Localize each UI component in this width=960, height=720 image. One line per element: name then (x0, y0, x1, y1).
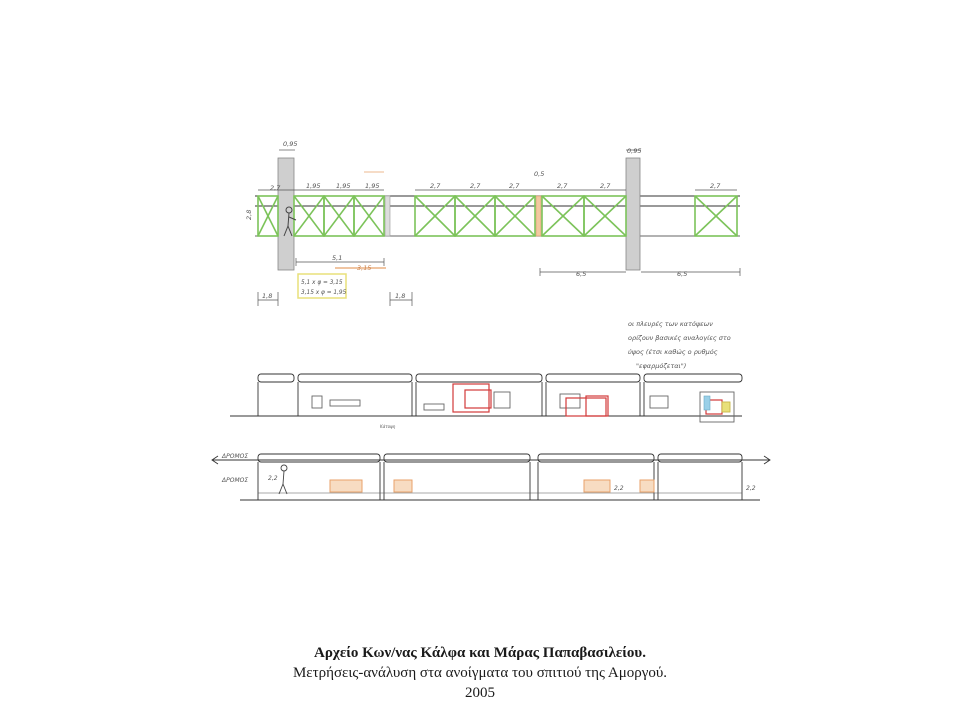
top-dimension-labels (270, 140, 721, 192)
dim-label: 2,7 (710, 182, 721, 190)
plan-label: Κάτοψη (380, 424, 396, 429)
caption-title: Αρχείο Κων/νας Κάλφα και Μάρας Παπαβασιλείου. (314, 645, 646, 661)
dim-label: 2,7 (509, 182, 520, 190)
level-label: ΔΡΟΜΟΣ (222, 453, 249, 460)
dim-label: 2,7 (557, 182, 568, 190)
formula-line: 5,1 x φ = 3,15 (301, 280, 343, 286)
formula-line: 3,15 x φ = 1,95 (301, 290, 347, 296)
note-line: "εφαρμόζεται") (636, 362, 687, 370)
dim-label: 2,7 (470, 182, 481, 190)
span-label: 1,8 (262, 292, 273, 300)
span-label: 5,1 (332, 254, 343, 262)
lower-labels (221, 453, 756, 492)
top-dimension-line (258, 150, 737, 190)
formula-text (301, 280, 347, 296)
lower-dim-label: 2,2 (614, 485, 624, 492)
road-label: ΔΡΟΜΟΣ (222, 477, 249, 484)
dim-label: 2,7 (430, 182, 441, 190)
upper-elevation (245, 140, 740, 306)
dim-label: 2,7 (600, 182, 611, 190)
span-label: 6,5 (576, 270, 587, 278)
dim-label: 1,95 (336, 182, 351, 190)
green-proportion-grid (258, 196, 737, 236)
note-line: ύψος (έτσι καθώς ο ρυθμός (628, 348, 718, 356)
span-label: 3,15 (357, 264, 372, 272)
span-label: 1,8 (395, 292, 406, 300)
red-highlights (453, 384, 722, 416)
orange-openings (330, 480, 654, 492)
dim-label: 2,7 (270, 184, 281, 192)
lower-dim-label: 2,2 (268, 475, 278, 482)
dim-label: 0,5 (534, 170, 545, 178)
dim-label: 1,95 (365, 182, 380, 190)
note-line: ορίζουν βασικές αναλογίες στο (628, 334, 731, 342)
note-line: οι πλευρές των κατόψεων (628, 320, 713, 328)
left-height-label: 2,8 (245, 209, 253, 220)
middle-section (230, 374, 742, 422)
caption-year: 2005 (465, 685, 495, 701)
lower-dim-label: 2,2 (746, 485, 756, 492)
dim-label: 1,95 (306, 182, 321, 190)
dim-label: 0,95 (627, 147, 642, 155)
handwritten-note (628, 320, 731, 370)
dim-label: 0,95 (283, 140, 298, 148)
caption-subtitle: Μετρήσεις-ανάλυση στα ανοίγματα του σπιτιού της Αμοργού. (292, 665, 668, 681)
pier-left (278, 158, 294, 270)
lower-section (212, 454, 770, 500)
pier-right (626, 158, 640, 270)
span-label: 6,5 (677, 270, 688, 278)
